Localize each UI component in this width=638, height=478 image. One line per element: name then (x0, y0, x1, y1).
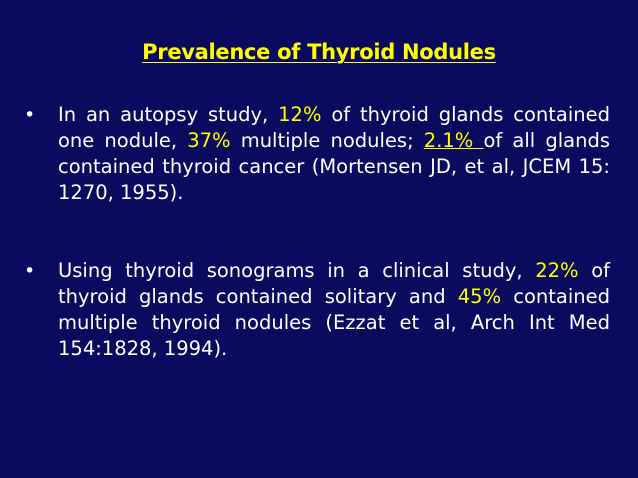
bullet-sonogram-study (24, 258, 610, 362)
bullet-autopsy-study (24, 102, 610, 206)
bullet-dot-icon: • (24, 260, 36, 282)
bullet1-percent-37: 37% (187, 129, 231, 152)
bullet1-text-2: of thyroid glands contained one nodule, (58, 103, 610, 152)
bullet2-text-1: Using thyroid sonograms in a clinical study, (58, 259, 536, 282)
bullet1-percent-12: 12% (278, 103, 322, 126)
bullet-list (24, 102, 610, 362)
bullet-dot-icon: • (24, 104, 36, 126)
bullet2-text-3: contained multiple thyroid nodules (Ezzat et al, Arch Int Med 154:1828, 1994). (58, 285, 610, 360)
bullet1-text-3: multiple nodules; (230, 129, 424, 152)
bullet2-percent-45: 45% (457, 285, 502, 308)
bullet1-percent-2-1: 2.1% (423, 129, 484, 152)
slide-title: Prevalence of Thyroid Nodules (142, 40, 496, 64)
bullet2-text-2: of thyroid glands contained solitary and (58, 259, 610, 308)
bullet1-text-1: In an autopsy study, (58, 103, 279, 126)
bullet1-text-4: of all glands contained thyroid cancer (Mortensen JD, et al, JCEM 15: 1270, 1955). (58, 129, 610, 204)
bullet2-percent-22: 22% (535, 259, 579, 282)
